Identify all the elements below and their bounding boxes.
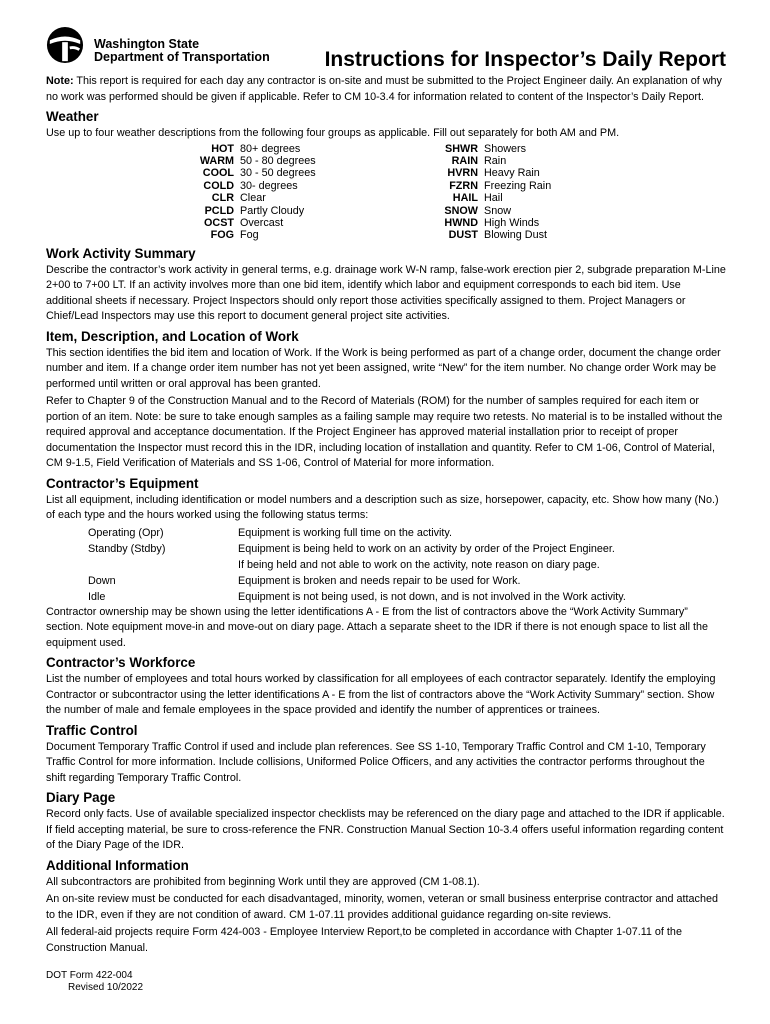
weather-code: COOL: [202, 167, 234, 180]
header: [46, 24, 726, 72]
weather-description: Showers: [484, 142, 527, 155]
note-text: This report is required for each day any contractor is on-site and must be submitted to the Project Engineer daily. An explanation of why no work was performed should be given if applicable. Refer to CM 10-3.4 for information related to content of the Inspector’s Daily Report.: [46, 75, 722, 103]
weather-description: 30 - 50 degrees: [240, 167, 316, 180]
note-paragraph: [46, 74, 726, 105]
weather-code: OCST: [204, 216, 234, 229]
weather-description: Partly Cloudy: [240, 204, 305, 217]
weather-code: RAIN: [451, 154, 478, 167]
document-title: Instructions for Inspector’s Daily Report: [324, 48, 726, 71]
revision-date: Revised 10/2022: [68, 982, 144, 994]
weather-description: Overcast: [240, 216, 284, 229]
weather-description: Fog: [240, 229, 259, 242]
org-name: [94, 38, 270, 64]
diary-page-text: Record only facts. Use of available specialized inspector checklists may be referenced on the diary page and attached to the IDR if applicable. If field accepting material, be sure to cross-reference the FNR. Construction Manual Section 10-3.4 offers useful information regarding content of the Diary Page of the IDR.: [46, 808, 725, 852]
equipment-outro: Contractor ownership may be shown using the letter identifications A - E from the list of contractors above the “Work Activity Summary” section. Note equipment move-in and move-out on diary page. Attach a separate sheet to the IDR if there is not enough space to list all the equipment used.: [46, 605, 708, 649]
workforce-heading: Contractor’s Workforce: [46, 655, 196, 671]
weather-description: Clear: [240, 192, 266, 205]
status-term-description: Equipment is not being used, is not down, and is not involved in the Work activity.: [238, 590, 626, 603]
weather-heading: Weather: [46, 109, 99, 124]
weather-code: HVRN: [447, 167, 478, 180]
status-term-description: Equipment is working full time on the activity.: [238, 526, 453, 539]
status-term: Down: [88, 574, 116, 587]
weather-code: HAIL: [452, 192, 478, 205]
weather-description: Heavy Rain: [484, 167, 540, 180]
item-description-text-2: Refer to Chapter 9 of the Construction Manual and to the Record of Materials (ROM) for the number of samples required for each item or portion of an item. Note: be sure to take enough samples as a failing sample may require two retests. No material is to be installed without the required approval and acceptance documentation. If the Project Engineer has approved material installation prior to receipt of proper documentation the Inspector must record this in the IDR, including location of installation and quantity. Refer to CM 1-06, Control of Material, CM 9-1.5, Field Verification of Materials and SS 1-06, Control of Material for more information.: [46, 395, 723, 470]
weather-codes-right: [430, 143, 604, 242]
item-description-heading: Item, Description, and Location of Work: [46, 328, 299, 344]
additional-info-text-3: All federal-aid projects require Form 424-003 - Employee Interview Report,to be completed in accordance with Chapter 1-07.11 of the Construction Manual.: [46, 926, 682, 954]
additional-info-heading: Additional Information: [46, 857, 189, 873]
status-term-description: Equipment is being held to work on an activity by order of the Project Engineer.: [238, 542, 615, 555]
org-line2: Department of Transportation: [94, 50, 270, 64]
equipment-heading: Contractor’s Equipment: [46, 475, 199, 491]
weather-codes: [186, 143, 726, 242]
work-activity-heading: Work Activity Summary: [46, 245, 196, 261]
traffic-control-heading: Traffic Control: [46, 722, 138, 738]
weather-description: 50 - 80 degrees: [240, 154, 316, 167]
footer: [46, 970, 726, 994]
weather-code: DUST: [448, 229, 478, 242]
weather-code: COLD: [203, 179, 234, 192]
additional-info-text-1: All subcontractors are prohibited from beginning Work until they are approved (CM 1-08.1).: [46, 875, 480, 888]
equipment-intro: List all equipment, including identification or model numbers and a description such as size, horsepower, capacity, etc. Show how many (No.) of each type and the hours worked using the following status terms:: [46, 493, 719, 522]
weather-description: Freezing Rain: [484, 179, 552, 192]
weather-code: WARM: [199, 154, 234, 167]
note-label: Note:: [46, 75, 74, 87]
weather-description: 80+ degrees: [240, 142, 301, 155]
weather-code: SHWR: [445, 142, 478, 155]
traffic-control-text: Document Temporary Traffic Control if used and include plan references. See SS 1-10, Temporary Traffic Control and CM 1-10, Temporary Traffic Control for more information. Include collisions, Uniformed Police Officers, and any activities the contractor performs throughout the shift regarding Temporary Traffic Control.: [46, 740, 706, 784]
weather-code: CLR: [211, 192, 234, 205]
weather-code: HOT: [211, 142, 234, 155]
weather-description: Snow: [484, 204, 512, 217]
weather-intro: Use up to four weather descriptions from the following four groups as applicable. Fill out separately for both AM and PM.: [46, 127, 620, 139]
status-term: Operating (Opr): [88, 526, 164, 539]
weather-code: FOG: [210, 229, 234, 242]
work-activity-text: Describe the contractor’s work activity in general terms, e.g. drainage work W-N ramp, false-work erection pier 2, subgrade preparation M-Line 2+00 to 7+00 LT. If an activity involves more than one bid item, identify which labor and equipment corresponds to each bid item. Use additional sheets if necessary. Project Inspectors should only report those activities specifically assigned to them. Project Managers or Chief/Lead Inspectors may use this report to document general project site activities.: [46, 263, 726, 323]
status-term: Standby (Stdby): [88, 542, 166, 555]
weather-description: Blowing Dust: [484, 229, 548, 242]
item-description-text-1: This section identifies the bid item and location of Work. If the Work is being performed as part of a change order, document the change order number and item. If a change order item number has not yet been assigned, write “New” for the item number. No change order Work may be performed until written or oral approval has been granted.: [46, 346, 721, 390]
status-term: Idle: [88, 590, 106, 603]
weather-description: High Winds: [484, 216, 540, 229]
status-term-description: Equipment is broken and needs repair to be used for Work.: [238, 574, 521, 587]
weather-code: PCLD: [204, 204, 234, 217]
document-page: [46, 24, 726, 994]
diary-page-heading: Diary Page: [46, 790, 116, 806]
weather-code: SNOW: [444, 204, 478, 217]
weather-code: HWND: [444, 216, 478, 229]
weather-description: Rain: [484, 154, 507, 167]
org-line1: Washington State: [94, 37, 200, 51]
weather-code: FZRN: [449, 179, 478, 192]
additional-info-text-2: An on-site review must be conducted for each disadvantaged, minority, women, veteran or small business enterprise contractor and attached to the IDR, even if they are not condition of award. CM 1-07.11 provides additional guidance regarding on-site reviews.: [46, 893, 718, 921]
form-number: DOT Form 422-004: [46, 970, 133, 982]
weather-description: 30- degrees: [240, 179, 298, 192]
workforce-text: List the number of employees and total hours worked by classification for all employees of each contractor separately. Identify the employing Contractor or subcontractor using the letter identifications A - E from the list of contractors above the “Work Activity Summary” section. Show the number of male and female employees in the space provided and identify the number of apprentices or trainees.: [46, 673, 716, 717]
weather-codes-left: [186, 143, 430, 242]
weather-description: Hail: [484, 192, 503, 205]
status-term-description: If being held and not able to work on the activity, note reason on diary page.: [238, 558, 600, 571]
status-term: [88, 557, 238, 573]
equipment-status-terms: [88, 525, 726, 605]
wsdot-logo-icon: [46, 26, 84, 64]
